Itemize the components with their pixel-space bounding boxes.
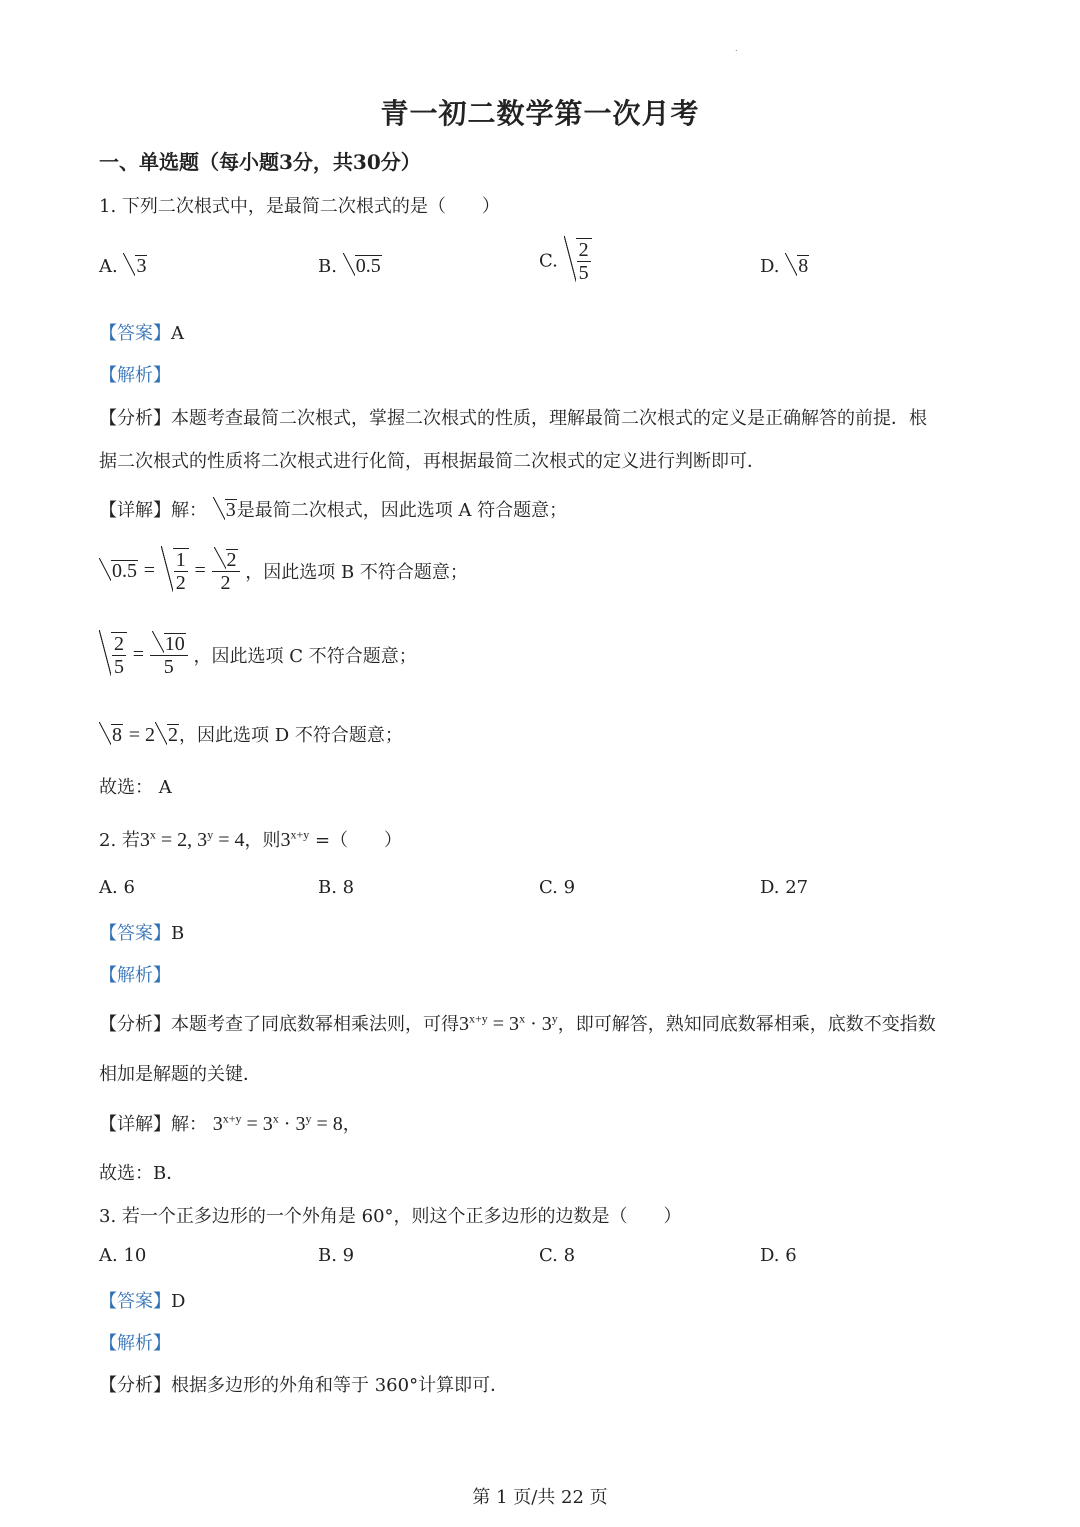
fenxi-text: 根据多边形的外角和等于 360°计算即可． — [171, 1375, 509, 1396]
answer-tag: 【答案】 — [99, 923, 171, 944]
detail-prefix: 解： — [171, 500, 207, 521]
q1-option-a-radical: 3 — [123, 255, 147, 278]
line-d-radical: 8 — [99, 724, 123, 747]
answer-value: A — [171, 323, 184, 344]
detail-prefix: 解： — [171, 1114, 207, 1135]
fenxi-tag: 【分析】 — [99, 408, 171, 429]
line-c-result: $\frac{10}{5}$ — [150, 633, 188, 678]
detail-radical: 3 — [213, 499, 237, 522]
q1-fenxi-line2: 据二次根式的性质将二次根式进行化简，再根据最简二次根式的定义进行判断即可． — [99, 451, 765, 472]
answer-tag: 【答案】 — [99, 1291, 171, 1312]
q2-option-b: B. 8 — [318, 877, 355, 898]
fenxi-text-2: ，即可解答，熟知同底数幂相乘，底数不变指数 — [557, 1014, 936, 1035]
line-d-radical-2: 2 — [155, 724, 179, 747]
q3-option-b: B. 9 — [318, 1245, 355, 1266]
q2-fenxi-line1 — [99, 1010, 936, 1036]
q2-stem-math-2: $3^{x+y}$ — [280, 827, 310, 851]
q2-fenxi-line2: 相加是解题的关键． — [99, 1064, 261, 1085]
detail-math: $3^{x+y} = 3^x \cdot 3^y = 8$ — [212, 1111, 343, 1135]
detail-suffix: ， — [342, 1114, 361, 1135]
line-b-radical: 0.5 — [99, 560, 138, 583]
q2-stem — [99, 826, 402, 852]
q2-detail — [99, 1110, 361, 1136]
section-heading: 一、单选题（每小题3分，共30分） — [99, 150, 421, 174]
q3-option-d: D. 6 — [760, 1245, 797, 1266]
line-c-frac-radical: $\frac{2}{5}$ — [99, 632, 127, 678]
q2-choose: 故选：B． — [99, 1163, 185, 1184]
q2-option-a: A. 6 — [99, 877, 135, 898]
q1-answer — [99, 319, 184, 345]
q1-detail-line-b — [99, 548, 468, 594]
answer-value: B — [171, 923, 185, 944]
q1-option-a — [99, 255, 147, 278]
page-title: 青一初二数学第一次月考 — [380, 97, 700, 130]
fenxi-math: $3^{x+y} = 3^x \cdot 3^y$ — [459, 1011, 558, 1035]
q1-detail-line1 — [99, 496, 567, 522]
q1-fenxi-line1 — [99, 404, 927, 430]
fenxi-text: 本题考查最简二次根式，掌握二次根式的性质，理解最简二次根式的定义是正确解答的前提．根 — [171, 408, 927, 429]
q3-stem: 3. 若一个正多边形的一个外角是 60°，则这个正多边形的边数是（ ） — [99, 1206, 682, 1227]
q1-option-c-label: C. — [539, 250, 558, 272]
q3-answer — [99, 1287, 185, 1313]
detail-text: 是最简二次根式，因此选项 A 符合题意； — [236, 500, 568, 521]
q1-option-a-label: A. — [99, 256, 118, 277]
line-d-text: ，因此选项 D 不符合题意； — [179, 725, 403, 746]
q3-option-a: A. 10 — [99, 1245, 147, 1266]
q1-option-d — [760, 255, 809, 278]
q2-analysis-tag: 【解析】 — [99, 965, 171, 986]
q1-option-b — [318, 255, 382, 278]
q2-option-d: D. 27 — [760, 877, 809, 898]
q3-fenxi — [99, 1371, 508, 1397]
q3-analysis-tag: 【解析】 — [99, 1333, 171, 1354]
q2-stem-prefix: 2. 若 — [99, 830, 140, 851]
q1-choose: 故选： A — [99, 777, 172, 798]
q1-option-b-radical: 0.5 — [343, 255, 382, 278]
q1-detail-line-c — [99, 632, 417, 678]
q1-option-c — [539, 238, 592, 284]
q1-option-d-radical: 8 — [785, 255, 809, 278]
line-b-equals-2: = — [194, 559, 206, 582]
answer-tag: 【答案】 — [99, 323, 171, 344]
q1-analysis-tag: 【解析】 — [99, 365, 171, 386]
answer-value: D — [171, 1291, 186, 1312]
scan-mark: . — [735, 44, 738, 53]
detail-tag: 【详解】 — [99, 500, 171, 521]
q2-option-c: C. 9 — [539, 877, 576, 898]
line-b-frac-radical: $\frac{1}{2}$ — [161, 548, 189, 594]
fenxi-text: 本题考查了同底数幂相乘法则，可得 — [171, 1014, 459, 1035]
q1-option-b-label: B. — [318, 256, 337, 277]
fenxi-tag: 【分析】 — [99, 1375, 171, 1396]
line-b-result: $\frac{2}{2}$ — [212, 549, 240, 594]
q3-option-c: C. 8 — [539, 1245, 576, 1266]
q1-detail-line-d — [99, 721, 403, 747]
q1-option-d-label: D. — [760, 256, 780, 277]
page-footer: 第 1 页/共 22 页 — [472, 1487, 608, 1508]
line-b-equals: = — [143, 559, 156, 582]
fenxi-tag: 【分析】 — [99, 1014, 171, 1035]
q2-stem-end: =（ ） — [309, 830, 403, 851]
q2-stem-math: $3^x = 2$, $3^y = 4$ — [139, 827, 245, 851]
line-c-text: ，因此选项 C 不符合题意； — [193, 646, 417, 667]
detail-tag: 【详解】 — [99, 1114, 171, 1135]
q1-option-c-radical: $\frac{2}{5}$ — [564, 238, 592, 284]
q1-stem: 1. 下列二次根式中，是最简二次根式的是（ ） — [99, 196, 500, 217]
line-c-equals: = — [132, 643, 145, 666]
line-d-equals: = 2 — [128, 724, 156, 746]
q2-answer — [99, 919, 184, 945]
line-b-text: ，因此选项 B 不符合题意； — [245, 562, 468, 583]
q2-stem-then: ，则 — [244, 830, 281, 851]
